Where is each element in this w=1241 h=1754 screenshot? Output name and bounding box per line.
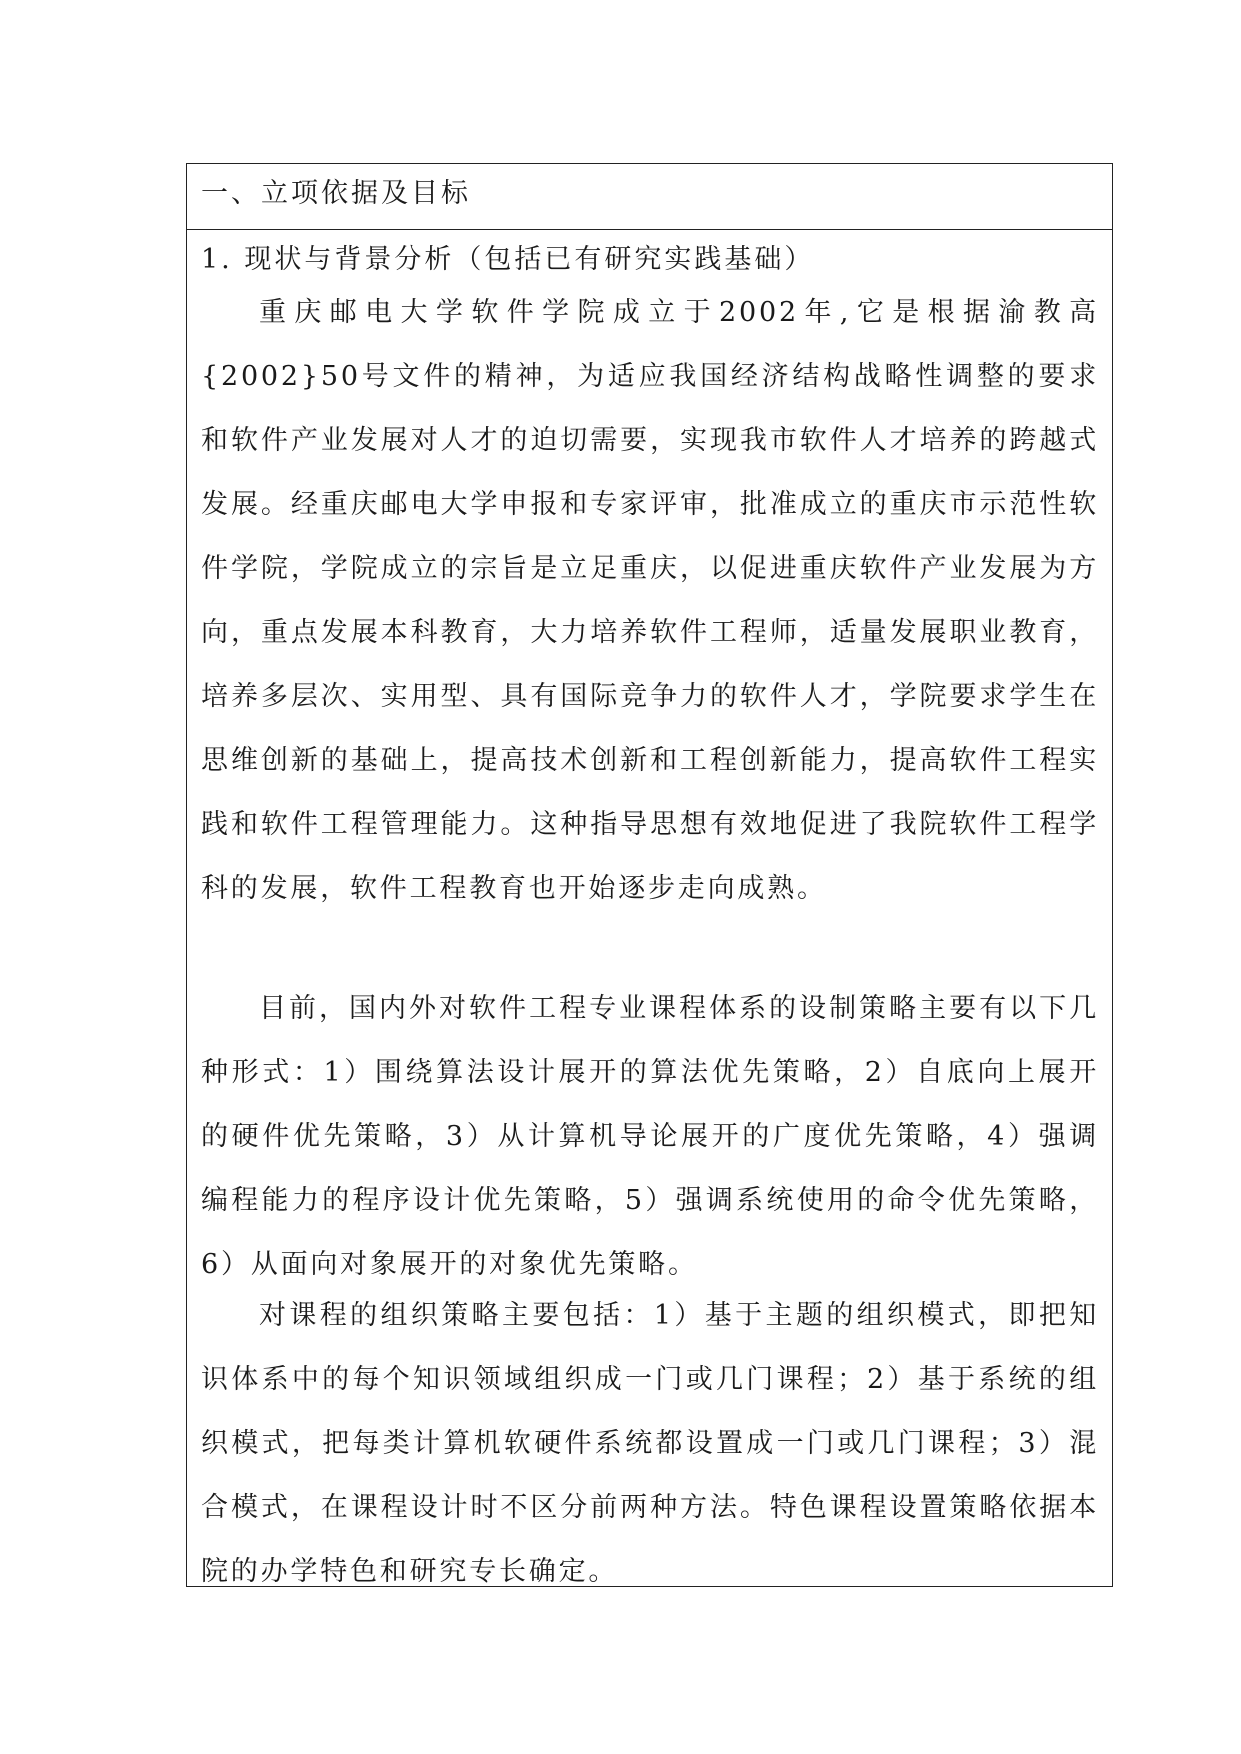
section-body-cell (187, 230, 1112, 1586)
subsection-heading: 1. 现状与背景分析（包括已有研究实践基础） (201, 244, 815, 275)
paragraph-curriculum-strategies: 目前，国内外对软件工程专业课程体系的设制策略主要有以下几种形式：1）围绕算法设计展开的算法优先策略，2）自底向上展开的硬件优先策略，3）从计算机导论展开的广度优先策略，4）强调编程能力的程序设计优先策略，5）强调系统使用的命令优先策略，6）从面向对象展开的对象优先策略。 (201, 993, 1099, 1280)
section-header-row (187, 164, 1112, 230)
application-form-table (186, 163, 1113, 1587)
section-title: 一、立项依据及目标 (201, 178, 471, 209)
paragraph-organization-strategies: 对课程的组织策略主要包括：1）基于主题的组织模式，即把知识体系中的每个知识领域组织成一门或几门课程；2）基于系统的组织模式，把每类计算机软硬件系统都设置成一门或几门课程；3）混合模式，在课程设计时不区分前两种方法。特色课程设置策略依据本院的办学特色和研究专长确定。 (201, 1300, 1099, 1587)
paragraph-background: 重庆邮电大学软件学院成立于2002年,它是根据渝教高{2002}50号文件的精神，为适应我国经济结构战略性调整的要求和软件产业发展对人才的迫切需要，实现我市软件人才培养的跨越式发展。经重庆邮电大学申报和专家评审，批准成立的重庆市示范性软件学院，学院成立的宗旨是立足重庆，以促进重庆软件产业发展为方向，重点发展本科教育，大力培养软件工程师，适量发展职业教育，培养多层次、实用型、具有国际竞争力的软件人才，学院要求学生在思维创新的基础上，提高技术创新和工程创新能力，提高软件工程实践和软件工程管理能力。这种指导思想有效地促进了我院软件工程学科的发展，软件工程教育也开始逐步走向成熟。 (201, 297, 1099, 904)
